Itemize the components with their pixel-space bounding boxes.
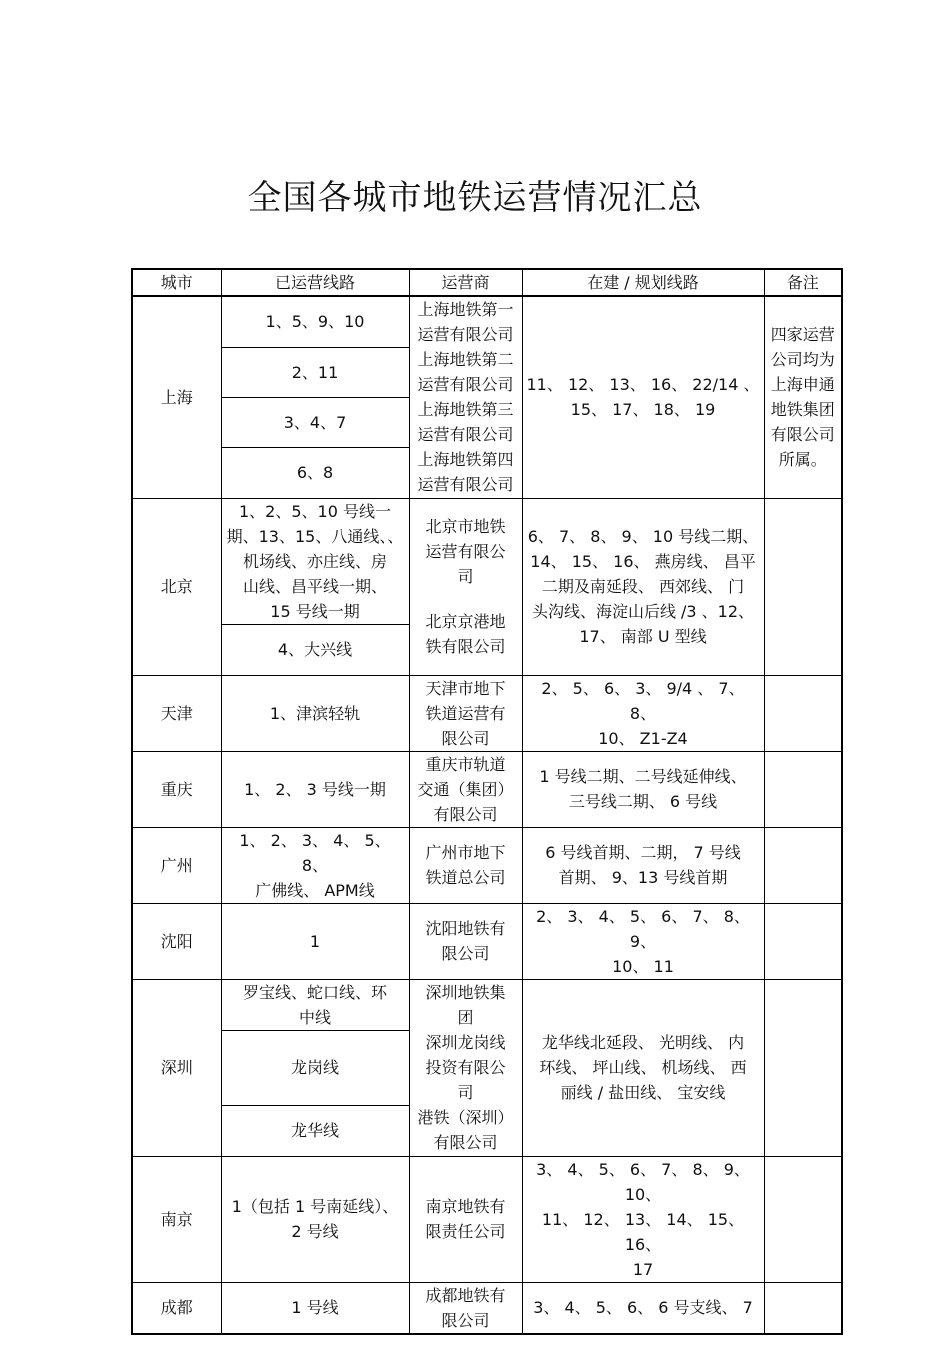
planned-cell: 2、 5、 6、 3、 9/4 、 7、 8、 10、 Z1-Z4: [522, 675, 764, 751]
planned-cell: 1 号线二期、二号线延伸线、 三号线二期、 6 号线: [522, 751, 764, 827]
metro-summary-table: [131, 268, 843, 1335]
planned-cell: 2、 3、 4、 5、 6、 7、 8、 9、 10、 11: [522, 903, 764, 979]
table-row: [132, 498, 842, 624]
planned-cell: 6 号线首期、二期， 7 号线 首期、 9、13 号线首期: [522, 827, 764, 903]
operator-cell: 深圳地铁集 团 深圳龙岗线 投资有限公 司 港铁（深圳） 有限公司: [409, 979, 522, 1156]
table-header-row: [132, 269, 842, 296]
lines-cell: 1、津滨轻轨: [221, 675, 409, 751]
header-lines: 已运营线路: [221, 269, 409, 296]
operator-cell: 上海地铁第一 运营有限公司 上海地铁第二 运营有限公司 上海地铁第三 运营有限公司 上海地铁第四 运营有限公司: [409, 296, 522, 498]
operator-cell: 北京市地铁 运营有限公 司 北京京港地 铁有限公司: [409, 498, 522, 675]
header-operator: 运营商: [409, 269, 522, 296]
city-cell: 北京: [132, 498, 221, 675]
table-row: [132, 827, 842, 903]
lines-cell: 罗宝线、蛇口线、环 中线: [221, 979, 409, 1030]
lines-cell: 1、2、5、10 号线一 期、13、15、八通线、、 机场线、亦庄线、房 山线、昌平线一期、 15 号线一期: [221, 498, 409, 624]
note-cell: [764, 675, 842, 751]
city-cell: 成都: [132, 1282, 221, 1334]
table-row: [132, 296, 842, 347]
table-row: [132, 675, 842, 751]
lines-cell: 1（包括 1 号南延线）、 2 号线: [221, 1156, 409, 1282]
table-row: [132, 751, 842, 827]
operator-cell: 天津市地下 铁道运营有 限公司: [409, 675, 522, 751]
page-title: 全国各城市地铁运营情况汇总: [247, 178, 703, 218]
planned-cell: 3、 4、 5、 6、 7、 8、 9、 10、 11、 12、 13、 14、 15、 16、 17: [522, 1156, 764, 1282]
lines-cell: 2、11: [221, 347, 409, 397]
operator-cell: 沈阳地铁有 限公司: [409, 903, 522, 979]
operator-cell: 成都地铁有 限公司: [409, 1282, 522, 1334]
operator-cell: 重庆市轨道 交通（集团） 有限公司: [409, 751, 522, 827]
planned-cell: 3、 4、 5、 6、 6 号支线、 7: [522, 1282, 764, 1334]
table-row: [132, 979, 842, 1030]
city-cell: 南京: [132, 1156, 221, 1282]
city-cell: 沈阳: [132, 903, 221, 979]
note-cell: [764, 979, 842, 1156]
city-cell: 深圳: [132, 979, 221, 1156]
lines-cell: 龙华线: [221, 1105, 409, 1156]
table-row: [132, 1156, 842, 1282]
note-cell: [764, 751, 842, 827]
note-cell: [764, 1156, 842, 1282]
note-cell: [764, 1282, 842, 1334]
lines-cell: 1、5、9、10: [221, 296, 409, 347]
header-planned: 在建 / 规划线路: [522, 269, 764, 296]
header-city: 城市: [132, 269, 221, 296]
table-row: [132, 903, 842, 979]
lines-cell: 6、8: [221, 447, 409, 498]
note-cell: [764, 903, 842, 979]
table-row: [132, 1282, 842, 1334]
lines-cell: 龙岗线: [221, 1030, 409, 1105]
note-cell: [764, 498, 842, 675]
city-cell: 重庆: [132, 751, 221, 827]
lines-cell: 1、 2、 3 号线一期: [221, 751, 409, 827]
lines-cell: 1、 2、 3、 4、 5、 8、 广佛线、 APM线: [221, 827, 409, 903]
operator-cell: 广州市地下 铁道总公司: [409, 827, 522, 903]
planned-cell: 6、 7、 8、 9、 10 号线二期、 14、 15、 16、 燕房线、 昌平 二期及南延段、 西郊线、 门 头沟线、海淀山后线 /3 、12、 17、 南部 U 型线: [522, 498, 764, 675]
header-note: 备注: [764, 269, 842, 296]
operator-cell: 南京地铁有 限责任公司: [409, 1156, 522, 1282]
city-cell: 天津: [132, 675, 221, 751]
lines-cell: 3、4、7: [221, 397, 409, 447]
city-cell: 上海: [132, 296, 221, 498]
planned-cell: 龙华线北延段、 光明线、 内 环线、 坪山线、 机场线、 西 丽线 / 盐田线、 宝安线: [522, 979, 764, 1156]
note-cell: 四家运营 公司均为 上海申通 地铁集团 有限公司 所属。: [764, 296, 842, 498]
planned-cell: 11、 12、 13、 16、 22/14 、 15、 17、 18、 19: [522, 296, 764, 498]
lines-cell: 4、大兴线: [221, 624, 409, 675]
lines-cell: 1: [221, 903, 409, 979]
city-cell: 广州: [132, 827, 221, 903]
note-cell: [764, 827, 842, 903]
lines-cell: 1 号线: [221, 1282, 409, 1334]
